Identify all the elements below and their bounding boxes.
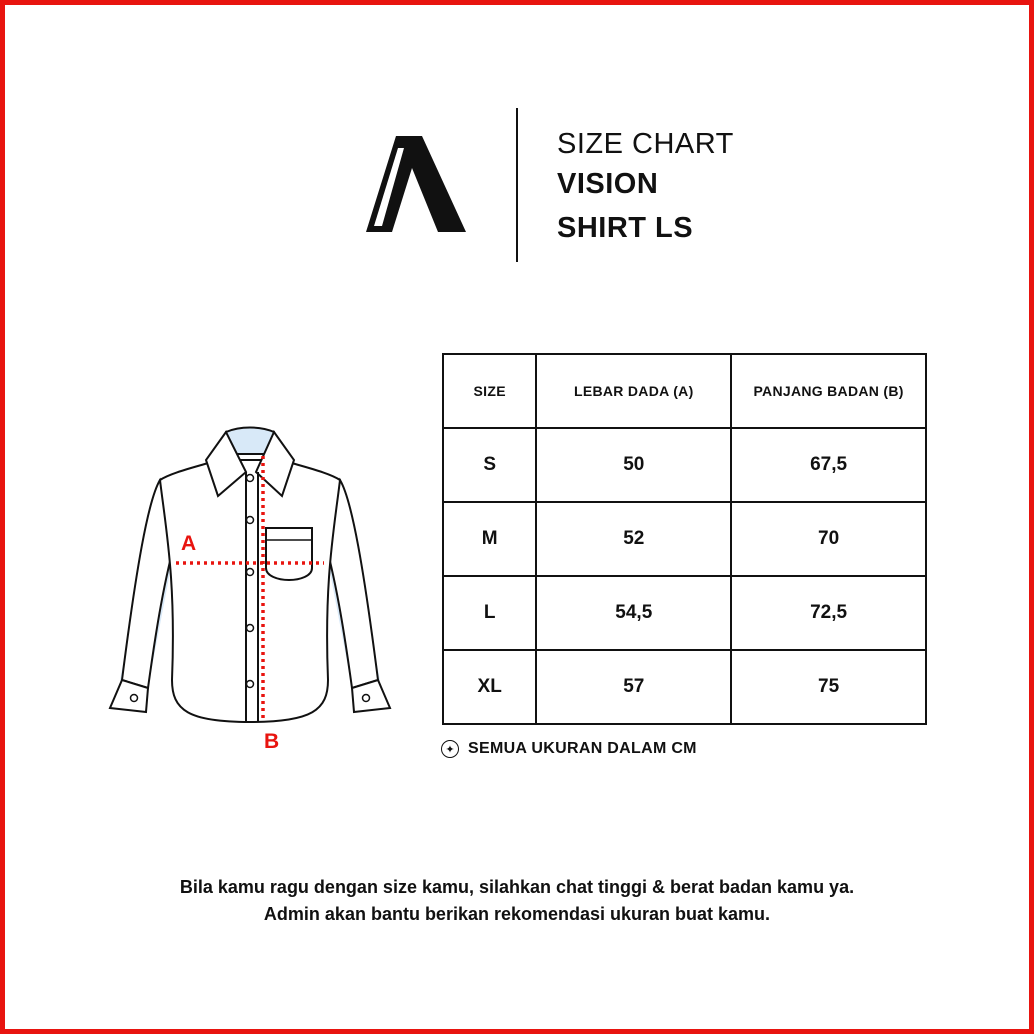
length-cell: 67,5 — [731, 428, 926, 502]
table-header-row — [443, 354, 926, 428]
shirt-diagram — [100, 420, 400, 760]
footer-message — [0, 874, 1034, 928]
chest-cell: 50 — [536, 428, 731, 502]
product-name-line2: SHIRT LS — [557, 212, 694, 244]
shirt-pocket — [266, 528, 312, 580]
length-cell: 70 — [731, 502, 926, 576]
footer-line-2: Admin akan bantu berikan rekomendasi ukuran buat kamu. — [263, 904, 771, 924]
measure-marker-a: A — [181, 532, 197, 555]
chart-label: SIZE CHART — [557, 128, 734, 160]
unit-note — [441, 740, 697, 758]
chest-cell: 57 — [536, 650, 731, 724]
table-row — [443, 650, 926, 724]
length-cell: 72,5 — [731, 576, 926, 650]
product-name-line1: VISION — [557, 168, 659, 200]
footer-line-1: Bila kamu ragu dengan size kamu, silahkan chat tinggi & berat badan kamu ya. — [179, 877, 855, 897]
brand-logo-icon — [362, 128, 470, 236]
chest-cell: 54,5 — [536, 576, 731, 650]
measure-marker-b: B — [264, 730, 280, 753]
size-cell: L — [443, 576, 536, 650]
size-cell: XL — [443, 650, 536, 724]
size-table — [442, 353, 927, 725]
table-row — [443, 502, 926, 576]
header-divider — [516, 108, 518, 262]
unit-note-text: SEMUA UKURAN DALAM CM — [468, 740, 697, 757]
size-cell: S — [443, 428, 536, 502]
sparkle-icon: ✦ — [441, 740, 459, 758]
header-chest-width: LEBAR DADA (A) — [536, 354, 731, 428]
header-body-length: PANJANG BADAN (B) — [731, 354, 926, 428]
table-row — [443, 576, 926, 650]
length-cell: 75 — [731, 650, 926, 724]
size-cell: M — [443, 502, 536, 576]
table-row — [443, 428, 926, 502]
chest-cell: 52 — [536, 502, 731, 576]
title-block — [557, 126, 734, 250]
header-size: SIZE — [443, 354, 536, 428]
